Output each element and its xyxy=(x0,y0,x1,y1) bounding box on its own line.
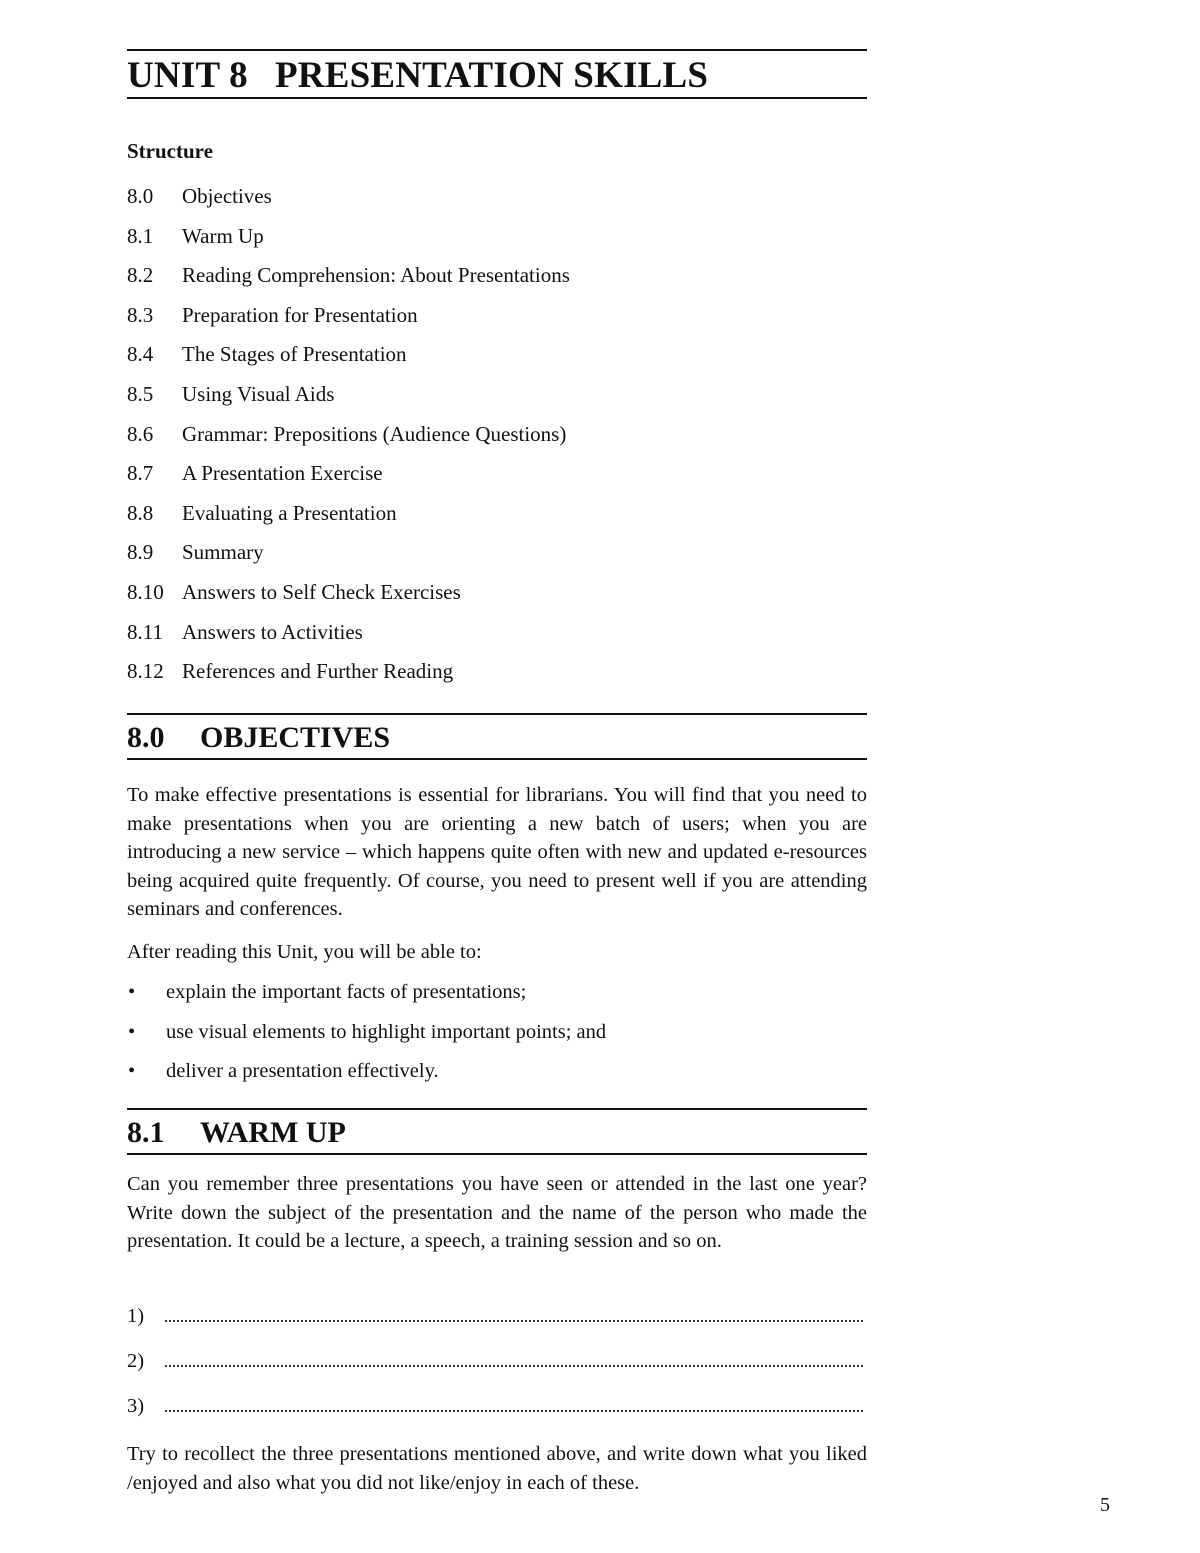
objectives-bottom-rule xyxy=(127,758,867,760)
warmup-bottom-rule xyxy=(127,1153,867,1155)
list-item xyxy=(127,1058,867,1098)
objectives-heading xyxy=(127,719,867,757)
answer-blanks xyxy=(127,1302,867,1437)
toc-label: References and Further Reading xyxy=(182,659,454,684)
toc-number: 8.1 xyxy=(127,223,154,248)
objectives-bullet-list xyxy=(127,979,867,1098)
list-item xyxy=(127,1019,867,1059)
toc-item xyxy=(127,500,867,540)
toc-number: 8.5 xyxy=(127,381,154,406)
toc-number: 8.8 xyxy=(127,500,154,525)
toc-item xyxy=(127,658,867,698)
bullet-text: use visual elements to highlight important points; and xyxy=(166,1020,607,1043)
toc-label: Preparation for Presentation xyxy=(182,302,418,327)
bullet-text: explain the important facts of presentations; xyxy=(166,981,527,1003)
toc-number: 8.11 xyxy=(127,619,163,644)
toc-item xyxy=(127,262,867,302)
answer-line[interactable] xyxy=(127,1302,867,1347)
toc-item xyxy=(127,539,867,579)
toc-label: Warm Up xyxy=(182,223,264,248)
unit-title xyxy=(127,54,867,98)
toc-label: The Stages of Presentation xyxy=(182,342,407,367)
toc-label: Using Visual Aids xyxy=(182,381,335,406)
toc-item xyxy=(127,460,867,500)
toc-item xyxy=(127,421,867,461)
toc-label: Grammar: Prepositions (Audience Questions) xyxy=(182,421,567,446)
toc-number: 8.10 xyxy=(127,579,164,604)
answer-line[interactable] xyxy=(127,1392,867,1437)
toc-label: Reading Comprehension: About Presentations xyxy=(182,263,570,288)
title-top-rule xyxy=(127,49,867,51)
toc-number: 8.9 xyxy=(127,540,154,565)
warmup-paragraph: Can you remember three presentations you have seen or attended in the last one year? Write down the subject of the presentation and the name of the person who made the presentation. It could be a lecture, a speech, a training session and so on. xyxy=(127,1173,867,1253)
toc-label: Answers to Activities xyxy=(182,619,363,644)
toc-item xyxy=(127,302,867,342)
toc-item xyxy=(127,223,867,263)
dotted-line xyxy=(165,1347,863,1367)
structure-heading: Structure xyxy=(127,139,213,163)
toc-number: 8.7 xyxy=(127,461,154,486)
warmup-closing-paragraph: Try to recollect the three presentations mentioned above, and write down what you liked /enjoyed and also what you did not like/enjoy in each of these. xyxy=(127,1443,867,1494)
warmup-heading xyxy=(127,1114,867,1152)
answer-number: 2) xyxy=(127,1350,145,1372)
objectives-paragraph: To make effective presentations is essential for librarians. You will find that you need to make presentations when you are orienting a new batch of users; when you are introducing a new service – which happens quite often with new and updated e-resources being acquired quite frequently. Of course, you need to present well if you are attending seminars and conferences. xyxy=(127,784,867,921)
toc-label: A Presentation Exercise xyxy=(182,461,383,486)
objectives-number: 8.0 xyxy=(127,721,165,754)
warmup-title: WARM UP xyxy=(200,1116,346,1149)
bullet-icon: • xyxy=(128,1060,136,1083)
answer-number: 1) xyxy=(127,1305,145,1327)
toc-label: Evaluating a Presentation xyxy=(182,500,397,525)
objectives-intro: After reading this Unit, you will be able to: xyxy=(127,941,482,963)
list-item xyxy=(127,979,867,1019)
warmup-top-rule xyxy=(127,1108,867,1110)
page-number: 5 xyxy=(1100,1494,1110,1516)
toc-item xyxy=(127,381,867,421)
unit-number: UNIT 8 xyxy=(127,55,248,96)
toc-item xyxy=(127,341,867,381)
warmup-number: 8.1 xyxy=(127,1116,165,1149)
dotted-line xyxy=(165,1392,863,1412)
bullet-icon: • xyxy=(128,981,136,1003)
objectives-top-rule xyxy=(127,713,867,715)
toc-item xyxy=(127,579,867,619)
dotted-line xyxy=(165,1302,863,1322)
toc-label: Summary xyxy=(182,540,264,565)
toc-label: Answers to Self Check Exercises xyxy=(182,579,461,604)
toc-label: Objectives xyxy=(182,184,272,208)
bullet-icon: • xyxy=(128,1020,136,1043)
answer-number: 3) xyxy=(127,1395,145,1417)
toc-item xyxy=(127,183,867,223)
bullet-text: deliver a presentation effectively. xyxy=(166,1060,439,1083)
unit-title-text: PRESENTATION SKILLS xyxy=(275,55,709,96)
toc-number: 8.2 xyxy=(127,263,154,288)
toc-number: 8.4 xyxy=(127,342,154,367)
structure-list xyxy=(127,183,867,698)
toc-number: 8.12 xyxy=(127,659,164,684)
toc-number: 8.3 xyxy=(127,302,154,327)
toc-number: 8.6 xyxy=(127,421,154,446)
toc-number: 8.0 xyxy=(127,184,154,208)
objectives-title: OBJECTIVES xyxy=(200,721,391,754)
toc-item xyxy=(127,619,867,659)
title-bottom-rule xyxy=(127,97,867,99)
answer-line[interactable] xyxy=(127,1347,867,1392)
